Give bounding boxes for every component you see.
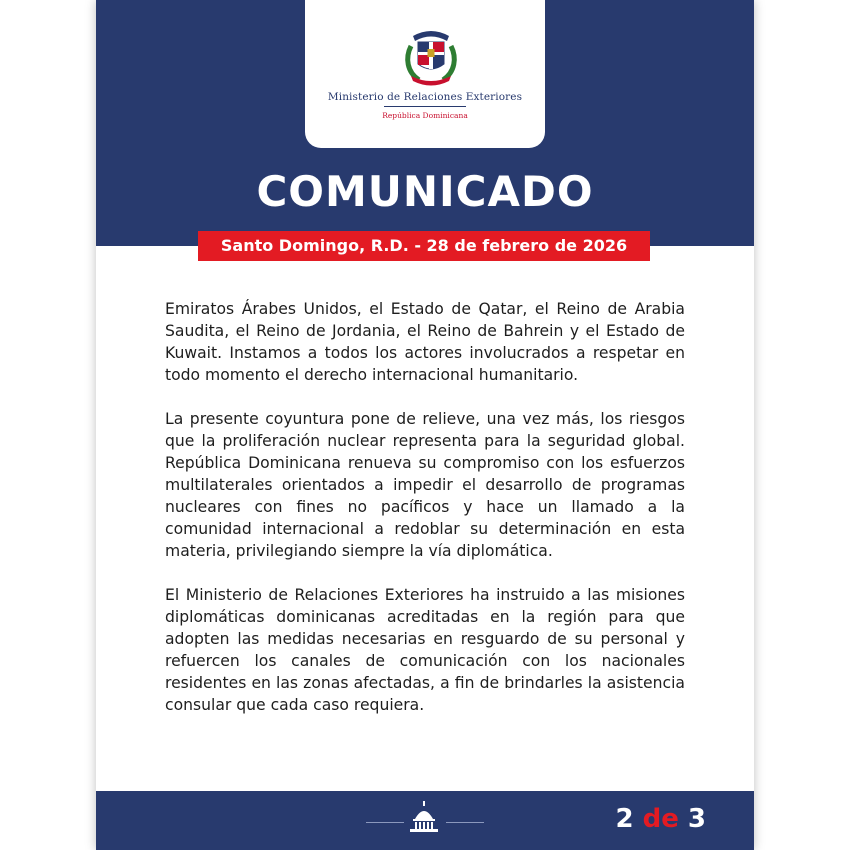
ministry-divider: [384, 106, 466, 107]
logo-box: [305, 0, 545, 148]
page-separator: de: [642, 804, 679, 834]
footer-band: [96, 791, 754, 850]
country-name: República Dominicana: [382, 111, 468, 120]
header-band: [96, 0, 754, 246]
body-paragraph: Emiratos Árabes Unidos, el Estado de Qatar, el Reino de Arabia Saudita, el Reino de Jordania, el Reino de Bahrein y el Estado de Kuwait. Instamos a todos los actores involucrados a respetar en todo momento el derecho internacional humanitario.: [165, 300, 685, 384]
page-title: COMUNICADO: [256, 167, 594, 216]
page-current: 2: [615, 804, 634, 834]
coat-of-arms-icon: [401, 24, 461, 88]
footer-rule-left: [366, 822, 404, 823]
body-paragraph: La presente coyuntura pone de relieve, una vez más, los riesgos que la proliferación nuclear representa para la seguridad global. República Dominicana renueva su compromiso con los esfuerzos multilaterales orientados a impedir el desarrollo de programas nucleares con fines no pacíficos y hace un llamado a la comunidad internacional a redoblar su determinación en esta materia, privilegiando siempre la vía diplomática.: [165, 410, 685, 560]
page-counter: [615, 802, 706, 836]
ministry-name: Ministerio de Relaciones Exteriores: [327, 91, 523, 103]
page-total: 3: [687, 804, 706, 834]
dateline-banner: Santo Domingo, R.D. - 28 de febrero de 2026: [198, 231, 650, 261]
communique-card: [96, 0, 754, 850]
communique-body: [165, 298, 685, 738]
body-paragraph: El Ministerio de Relaciones Exteriores ha instruido a las misiones diplomáticas dominicanas acreditadas en la región para que adopten las medidas necesarias en resguardo de su personal y refuercen los canales de comunicación con los nacionales residentes en las zonas afectadas, a fin de brindarles la asistencia consular que cada caso requiera.: [165, 586, 685, 714]
footer-rule-right: [446, 822, 484, 823]
capitol-dome-icon: [407, 801, 441, 833]
